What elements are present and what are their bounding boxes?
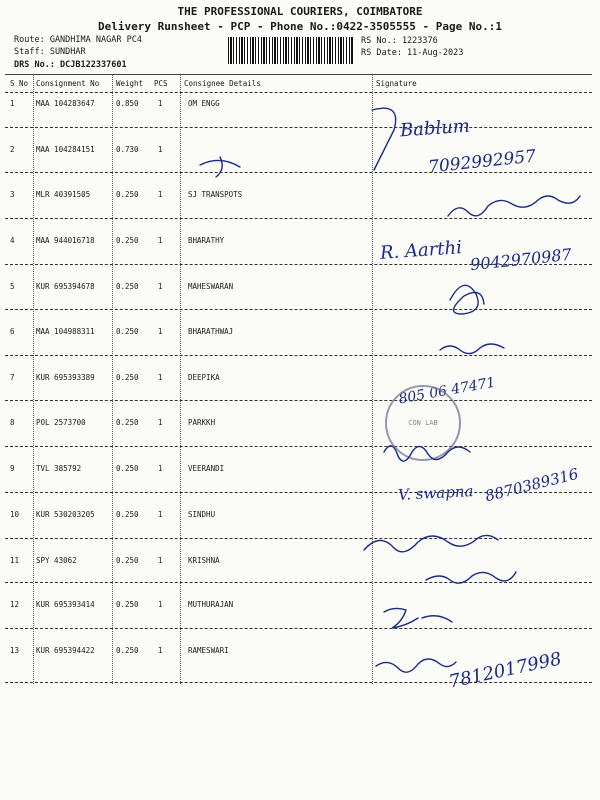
cell-weight: 0.250	[116, 373, 139, 382]
col-header-weight: Weight	[116, 79, 144, 88]
cell-consignment: MAA 104988311	[36, 327, 95, 336]
signature-phone-13: 7812017998	[447, 648, 564, 693]
signature-scribble	[376, 659, 456, 672]
signature-scribble	[448, 196, 580, 216]
cell-pcs: 1	[158, 99, 163, 108]
cell-pcs: 1	[158, 646, 163, 655]
cell-consignment: KUR 695394678	[36, 282, 95, 291]
signature-scribble	[384, 608, 452, 628]
route-label: Route: GANDHIMA NAGAR PC4	[14, 35, 142, 45]
cell-pcs: 1	[158, 327, 163, 336]
cell-sno: 13	[10, 646, 20, 655]
col-header-pcs: PCS	[154, 79, 168, 88]
cell-sno: 3	[10, 190, 15, 199]
signature-phone-1: 7092992957	[427, 146, 537, 178]
cell-consignee: BHARATHWAJ	[188, 327, 234, 336]
cell-consignment: MAA 104283647	[36, 99, 95, 108]
cell-pcs: 1	[158, 190, 163, 199]
cell-pcs: 1	[158, 556, 163, 565]
cell-pcs: 1	[158, 236, 163, 245]
cell-consignment: SPY 43062	[36, 556, 77, 565]
cell-sno: 7	[10, 373, 15, 382]
signature-1: Bablum	[399, 115, 471, 142]
cell-weight: 0.250	[116, 510, 139, 519]
cell-consignment: TVL 385792	[36, 464, 82, 473]
page-subtitle: Delivery Runsheet - PCP - Phone No.:0422-3505555 - Page No.:1	[98, 20, 502, 33]
cell-consignment: KUR 695393389	[36, 373, 95, 382]
signature-scribble	[372, 108, 396, 170]
cell-weight: 0.250	[116, 282, 139, 291]
col-header-sno: S No	[10, 79, 29, 88]
cell-weight: 0.250	[116, 464, 139, 473]
cell-weight: 0.250	[116, 327, 139, 336]
cell-pcs: 1	[158, 510, 163, 519]
cell-consignee: DEEPIKA	[188, 373, 220, 382]
signature-scribble	[426, 572, 516, 583]
cell-pcs: 1	[158, 282, 163, 291]
page-title: THE PROFESSIONAL COURIERS, COIMBATORE	[177, 5, 423, 18]
cell-pcs: 1	[158, 464, 163, 473]
cell-consignee: VEERANDI	[188, 464, 225, 473]
cell-consignment: KUR 695393414	[36, 600, 95, 609]
cell-consignee: KRISHNA	[188, 556, 220, 565]
cell-sno: 5	[10, 282, 15, 291]
cell-consignee: RAMESWARI	[188, 646, 229, 655]
cell-pcs: 1	[158, 600, 163, 609]
signature-scribble	[450, 285, 484, 314]
cell-sno: 1	[10, 99, 15, 108]
col-header-consignment: Consignment No	[36, 79, 100, 88]
signature-phone-9: 8870389316	[483, 464, 581, 506]
cell-consignee: PARKKH	[188, 418, 216, 427]
cell-sno: 11	[10, 556, 20, 565]
cell-weight: 0.250	[116, 236, 139, 245]
cell-consignment: MAA 104284151	[36, 145, 95, 154]
company-stamp: CON LAB	[385, 385, 461, 461]
cell-weight: 0.250	[116, 418, 139, 427]
cell-pcs: 1	[158, 373, 163, 382]
cell-consignment: MAA 944016718	[36, 236, 95, 245]
col-header-signature: Signature	[376, 79, 417, 88]
cell-consignment: POL 2573700	[36, 418, 86, 427]
signature-scribble	[384, 446, 470, 461]
cell-consignee: SINDHU	[188, 510, 216, 519]
cell-sno: 8	[10, 418, 15, 427]
cell-consignment: KUR 530203205	[36, 510, 95, 519]
cell-weight: 0.250	[116, 600, 139, 609]
cell-consignment: MLR 40391505	[36, 190, 91, 199]
signature-4: R. Aarthi	[379, 237, 463, 264]
col-header-consignee: Consignee Details	[184, 79, 261, 88]
cell-weight: 0.850	[116, 99, 139, 108]
cell-pcs: 1	[158, 418, 163, 427]
signature-phone-4: 9042970987	[469, 244, 573, 275]
cell-sno: 6	[10, 327, 15, 336]
cell-pcs: 1	[158, 145, 163, 154]
cell-consignee: MAHESWARAN	[188, 282, 234, 291]
signature-phone-7: 805 06 47471	[397, 374, 497, 408]
signature-scribble	[364, 535, 498, 551]
cell-weight: 0.250	[116, 646, 139, 655]
cell-weight: 0.250	[116, 556, 139, 565]
cell-consignee: SJ TRANSPOTS	[188, 190, 243, 199]
cell-consignee: OM ENGG	[188, 99, 220, 108]
rs-date: RS Date: 11-Aug-2023	[361, 48, 464, 58]
cell-sno: 2	[10, 145, 15, 154]
cell-consignee: MUTHURAJAN	[188, 600, 234, 609]
cell-sno: 12	[10, 600, 20, 609]
signature-9: V. swapna	[397, 482, 474, 504]
cell-consignee: BHARATHY	[188, 236, 225, 245]
cell-weight: 0.250	[116, 190, 139, 199]
signature-scribble	[200, 157, 240, 177]
cell-sno: 4	[10, 236, 15, 245]
rs-number: RS No.: 1223376	[361, 36, 438, 46]
cell-sno: 9	[10, 464, 15, 473]
cell-sno: 10	[10, 510, 20, 519]
drs-number: DRS No.: DCJB122337601	[14, 60, 127, 70]
signature-scribble	[440, 344, 504, 354]
cell-consignment: KUR 695394422	[36, 646, 95, 655]
cell-weight: 0.730	[116, 145, 139, 154]
staff-label: Staff: SUNDHAR	[14, 47, 86, 57]
